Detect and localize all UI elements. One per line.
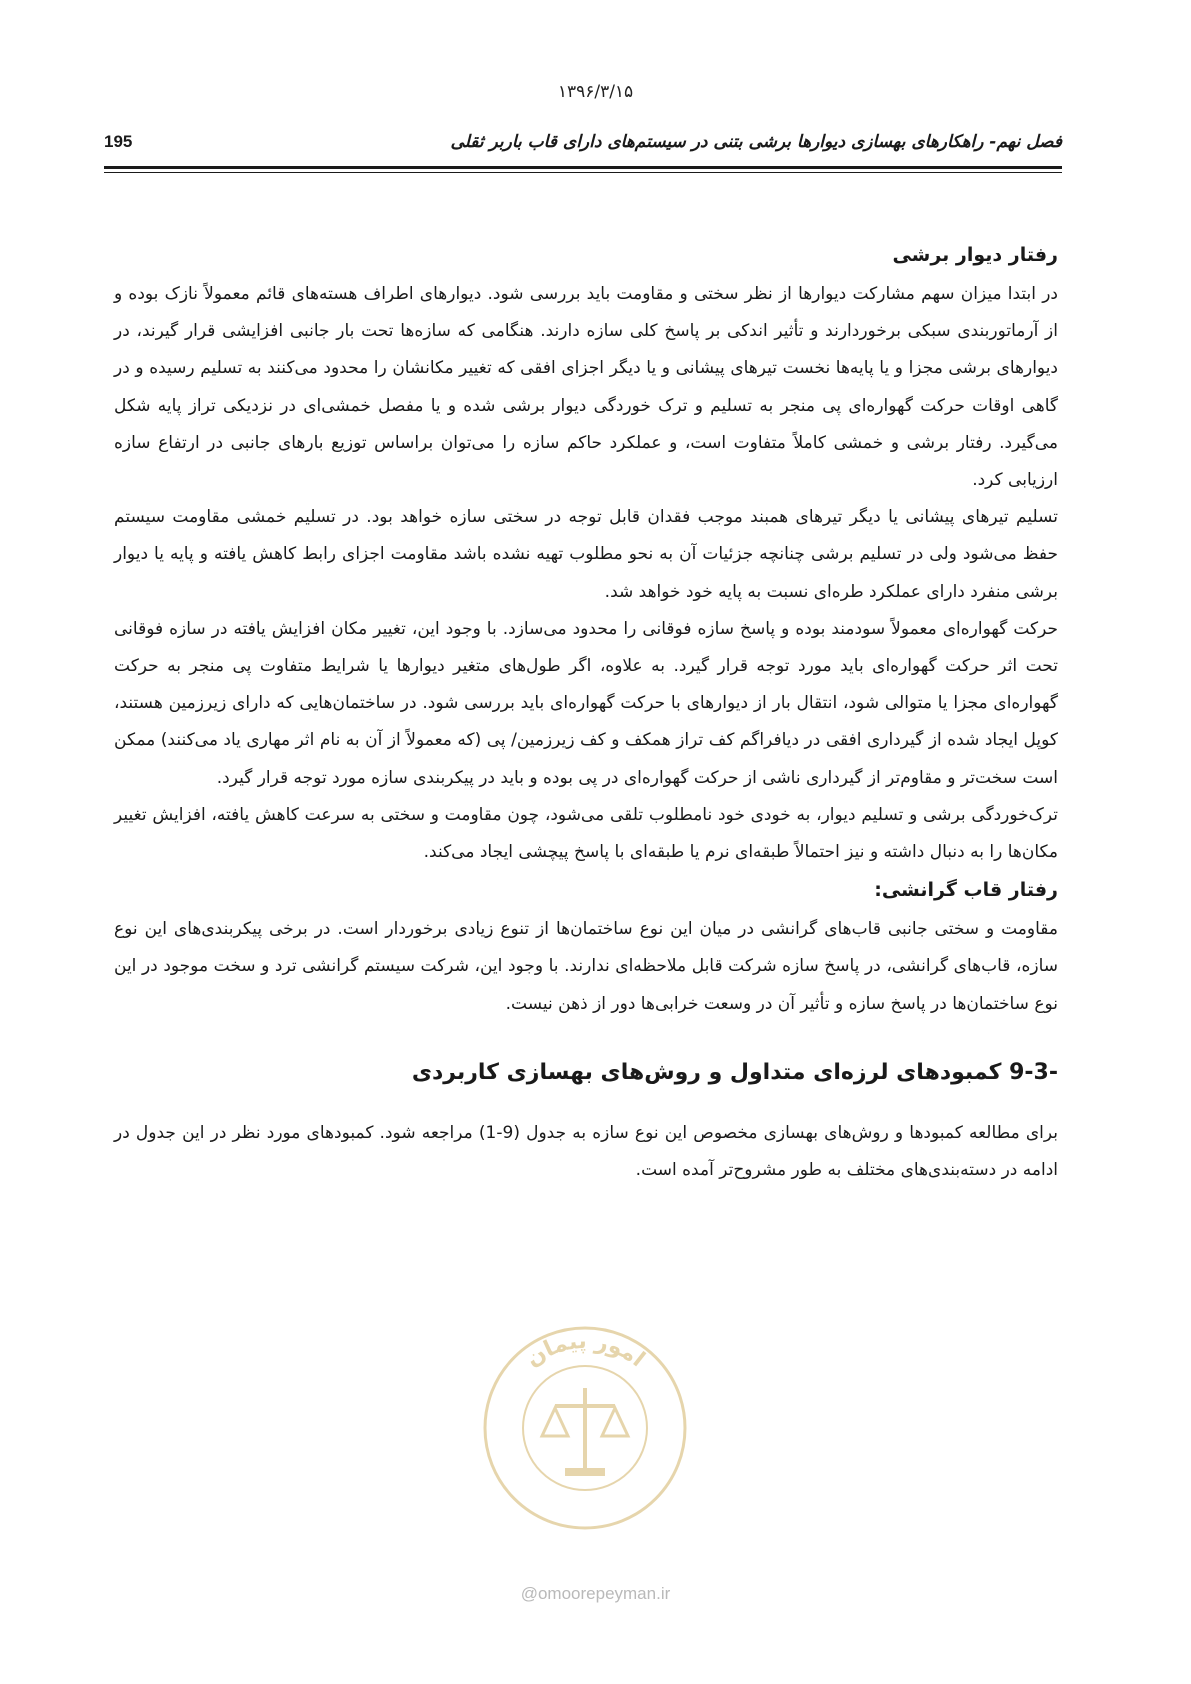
chapter-title: فصل نهم- راهکارهای بهسازی دیوارها برشی بتنی در سیستم‌های دارای قاب باربر ثقلی	[450, 132, 1062, 152]
seal-text: امور پیمان	[521, 1328, 650, 1373]
section-heading: رفتار دیوار برشی	[892, 244, 1058, 266]
section-title: کمبودهای لرزه‌ای متداول و روش‌های بهسازی کاربردی	[411, 1059, 1002, 1085]
page-header	[104, 126, 1062, 169]
page-number: 195	[104, 132, 133, 151]
section-number: 9-3-	[1009, 1059, 1058, 1085]
numbered-section-heading	[114, 1053, 1058, 1093]
paragraph: برای مطالعه کمبودها و روش‌های بهسازی مخصوص این نوع سازه به جدول (9-1) مراجعه شود. کمبودهای مورد نظر در این جدول در ادامه در دسته‌بندی‌های مختلف به طور مشروح‌تر آمده است.	[114, 1122, 1058, 1181]
watermark-url: @omoorepeyman.ir	[520, 1584, 671, 1603]
section-9-3	[114, 1053, 1058, 1189]
section-heading: رفتار قاب گرانشی:	[874, 879, 1058, 902]
date-stamp: ۱۳۹۶/۳/۱۵	[557, 82, 634, 102]
paragraph: ترک‌خوردگی برشی و تسلیم دیوار، به خودی خود نامطلوب تلقی می‌شود، چون مقاومت و سختی به سرعت کاهش یافته، افزایش تغییر مکان‌ها را به دنبال داشته و نیز احتمالاً طبقه‌ای نرم یا طبقه‌ای با پاسخ پیچشی ایجاد می‌کند.	[114, 804, 1058, 863]
paragraph: مقاومت و سختی جانبی قاب‌های گرانشی در میان این نوع ساختمان‌ها از تنوع زیادی برخوردار است. در برخی پیکربندی‌های این نوع سازه، قاب‌های گرانشی، در پاسخ سازه شرکت قابل ملاحظه‌ای ندارند. با وجود این، شرکت سیستم گرانشی ترد و سخت موجود در این نوع ساختمان‌ها در پاسخ سازه و تأثیر آن در وسعت خرابی‌ها دور از ذهن نیست.	[114, 919, 1058, 1014]
page-content	[114, 236, 1058, 1189]
paragraph: حرکت گهواره‌ای معمولاً سودمند بوده و پاسخ سازه فوقانی را محدود می‌سازد. با وجود این، تغییر مکان افزایش یافته در سازه فوقانی تحت اثر حرکت گهواره‌ای باید مورد توجه قرار گیرد. به علاوه، اگر طول‌های متغیر دیوارها یا شرایط متفاوت پی منجر به حرکت گهواره‌ای مجزا یا متوالی شود، انتقال بار از دیوارهای با حرکت گهواره‌ای باید بررسی شود. در ساختمان‌هایی که دارای زیرزمین هستند، کوپل ایجاد شده از گیرداری افقی در دیافراگم کف تراز همکف و کف زیرزمین/ پی (که معمولاً از آن به نام اثر مهاری یاد می‌کنند) ممکن است سخت‌تر و مقاوم‌تر از گیرداری ناشی از حرکت گهواره‌ای در پی بوده و باید در پیکربندی سازه مورد توجه قرار گیرد.	[114, 618, 1058, 788]
seal-watermark-icon	[470, 1318, 700, 1538]
paragraph: در ابتدا میزان سهم مشارکت دیوارها از نظر سختی و مقاومت باید بررسی شود. دیوارهای اطراف هسته‌های قائم معمولاً نازک بوده و از آرماتوربندی سبکی برخوردارند و تأثیر اندکی بر پاسخ کلی سازه دارند. هنگامی که سازه‌ها تحت بار جانبی افزایشی قرار گیرند، در دیوارهای برشی مجزا و یا پایه‌ها نخست تیرهای پیشانی و یا دیگر اجزای افقی که تغییر مکانشان را محدود می‌کنند به تسلیم رسیده و در گاهی اوقات حرکت گهواره‌ای پی منجر به تسلیم و ترک خوردگی دیوار برشی شده و یا مفصل خمشی‌ای در نزدیکی تراز پایه شکل می‌گیرد. رفتار برشی و خمشی کاملاً متفاوت است، و عملکرد حاکم سازه را می‌توان براساس توزیع بارهای جانبی در ارتفاع سازه ارزیابی کرد.	[114, 284, 1058, 491]
section-shear-wall-behavior	[114, 236, 1058, 871]
section-gravity-frame-behavior	[114, 871, 1058, 1023]
paragraph: تسلیم تیرهای پیشانی یا دیگر تیرهای همبند موجب فقدان قابل توجه در سختی سازه خواهد بود. در تسلیم خمشی مقاومت سیستم حفظ می‌شود ولی در تسلیم برشی چنانچه جزئیات آن به نحو مطلوب تهیه نشده باشد مقاومت اجزای رابط کاهش یافته و پایه یا دیوار برشی منفرد دارای عملکرد طره‌ای نسبت به پایه خود خواهد شد.	[114, 507, 1058, 602]
